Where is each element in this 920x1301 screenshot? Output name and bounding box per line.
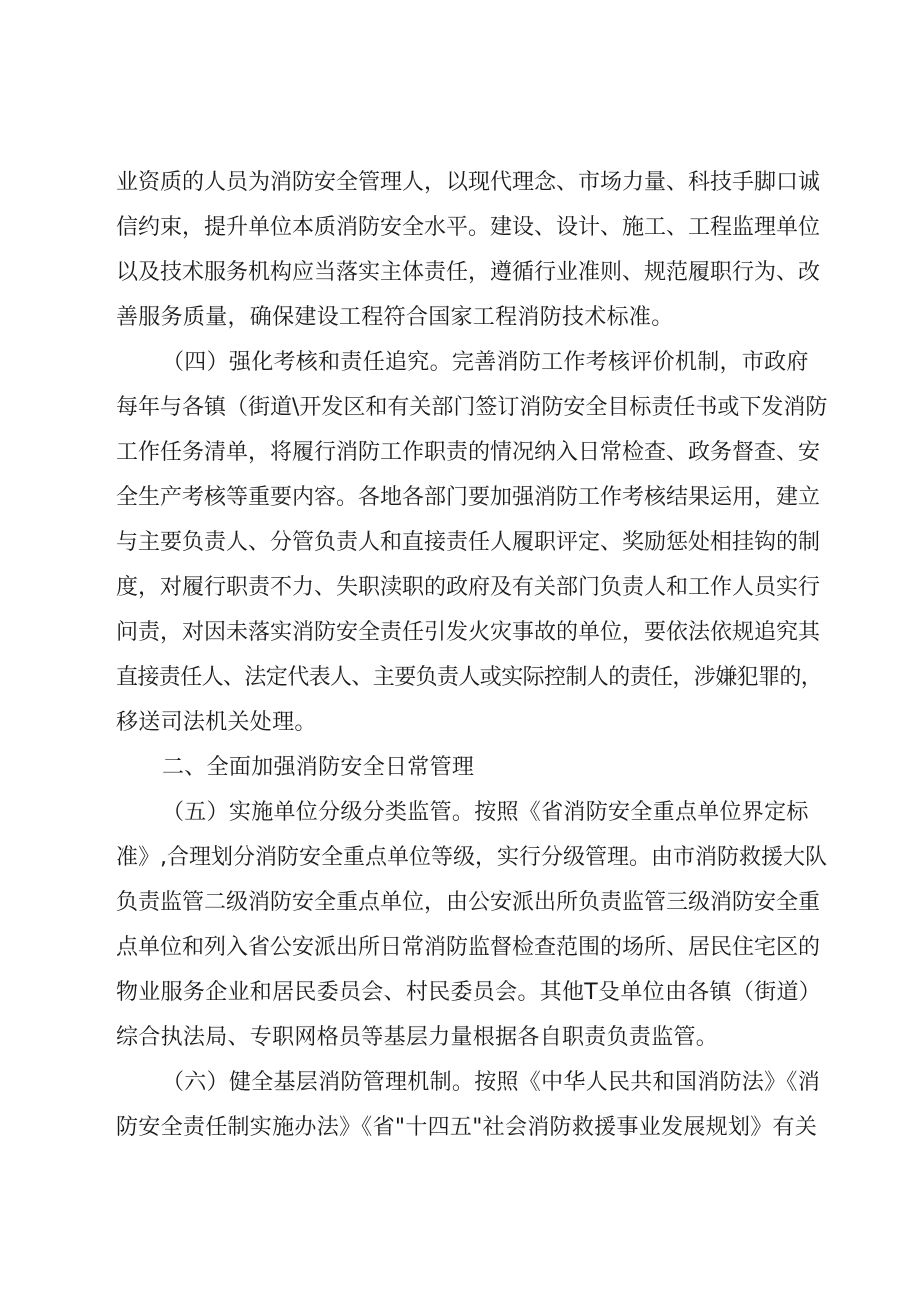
text-line: 直接责任人、法定代表人、主要负责人或实际控制人的责任，涉嫌犯罪的， (116, 665, 823, 690)
text-line: 以及技术服务机构应当落实主体责任，遵循行业准则、规范履职行为、改 (116, 260, 821, 285)
text-line: （五）实施单位分级分类监管。按照《省消防安全重点单位界定标 (162, 800, 809, 825)
text-line: 准》,合理划分消防安全重点单位等级，实行分级管理。由市消防救援大队 (116, 845, 827, 870)
text-line: 移送司法机关处理。 (116, 710, 317, 735)
text-line: 工作任务清单，将履行消防工作职责的情况纳入日常检查、政务督查、安 (116, 440, 821, 465)
text-line: 每年与各镇（街道\开发区和有关部门签订消防安全目标责任书或下发消防 (116, 395, 828, 420)
text-line: 二、全面加强消防安全日常管理 (162, 755, 475, 780)
text-line: 综合执法局、专职网格员等基层力量根据各自职责负责监管。 (116, 1025, 719, 1050)
text-line: 业资质的人员为消防安全管理人，以现代理念、市场力量、科技手脚口诚 (116, 170, 821, 195)
document-body (116, 160, 828, 1150)
text-line: 度，对履行职责不力、失职渎职的政府及有关部门负责人和工作人员实行 (116, 575, 821, 600)
text-line: 点单位和列入省公安派出所日常消防监督检查范围的场所、居民住宅区的 (116, 935, 821, 960)
text-line: 全生产考核等重要内容。各地各部门要加强消防工作考核结果运用，建立 (116, 485, 821, 510)
text-line: （四）强化考核和责任追究。完善消防工作考核评价机制，市政府 (162, 350, 809, 375)
text-line: 善服务质量，确保建设工程符合国家工程消防技术标准。 (116, 305, 674, 330)
text-line: 与主要负责人、分管负责人和直接责任人履职评定、奖励惩处相挂钩的制 (116, 530, 821, 555)
text-line: 问责，对因未落实消防安全责任引发火灾事故的单位，要依法依规追究其 (116, 620, 821, 645)
text-line: （六）健全基层消防管理机制。按照《中华人民共和国消防法》《消 (162, 1070, 821, 1095)
text-line: 信约束，提升单位本质消防安全水平。建设、设计、施工、工程监理单位 (116, 215, 821, 240)
text-line: 物业服务企业和居民委员会、村民委员会。其他T殳单位由各镇（街道） (116, 980, 822, 1005)
text-line: 防安全责任制实施办法》《省"十四五"社会消防救援事业发展规划》有关 (116, 1115, 818, 1140)
text-line: 负责监管二级消防安全重点单位，由公安派出所负责监管三级消防安全重 (116, 890, 821, 915)
